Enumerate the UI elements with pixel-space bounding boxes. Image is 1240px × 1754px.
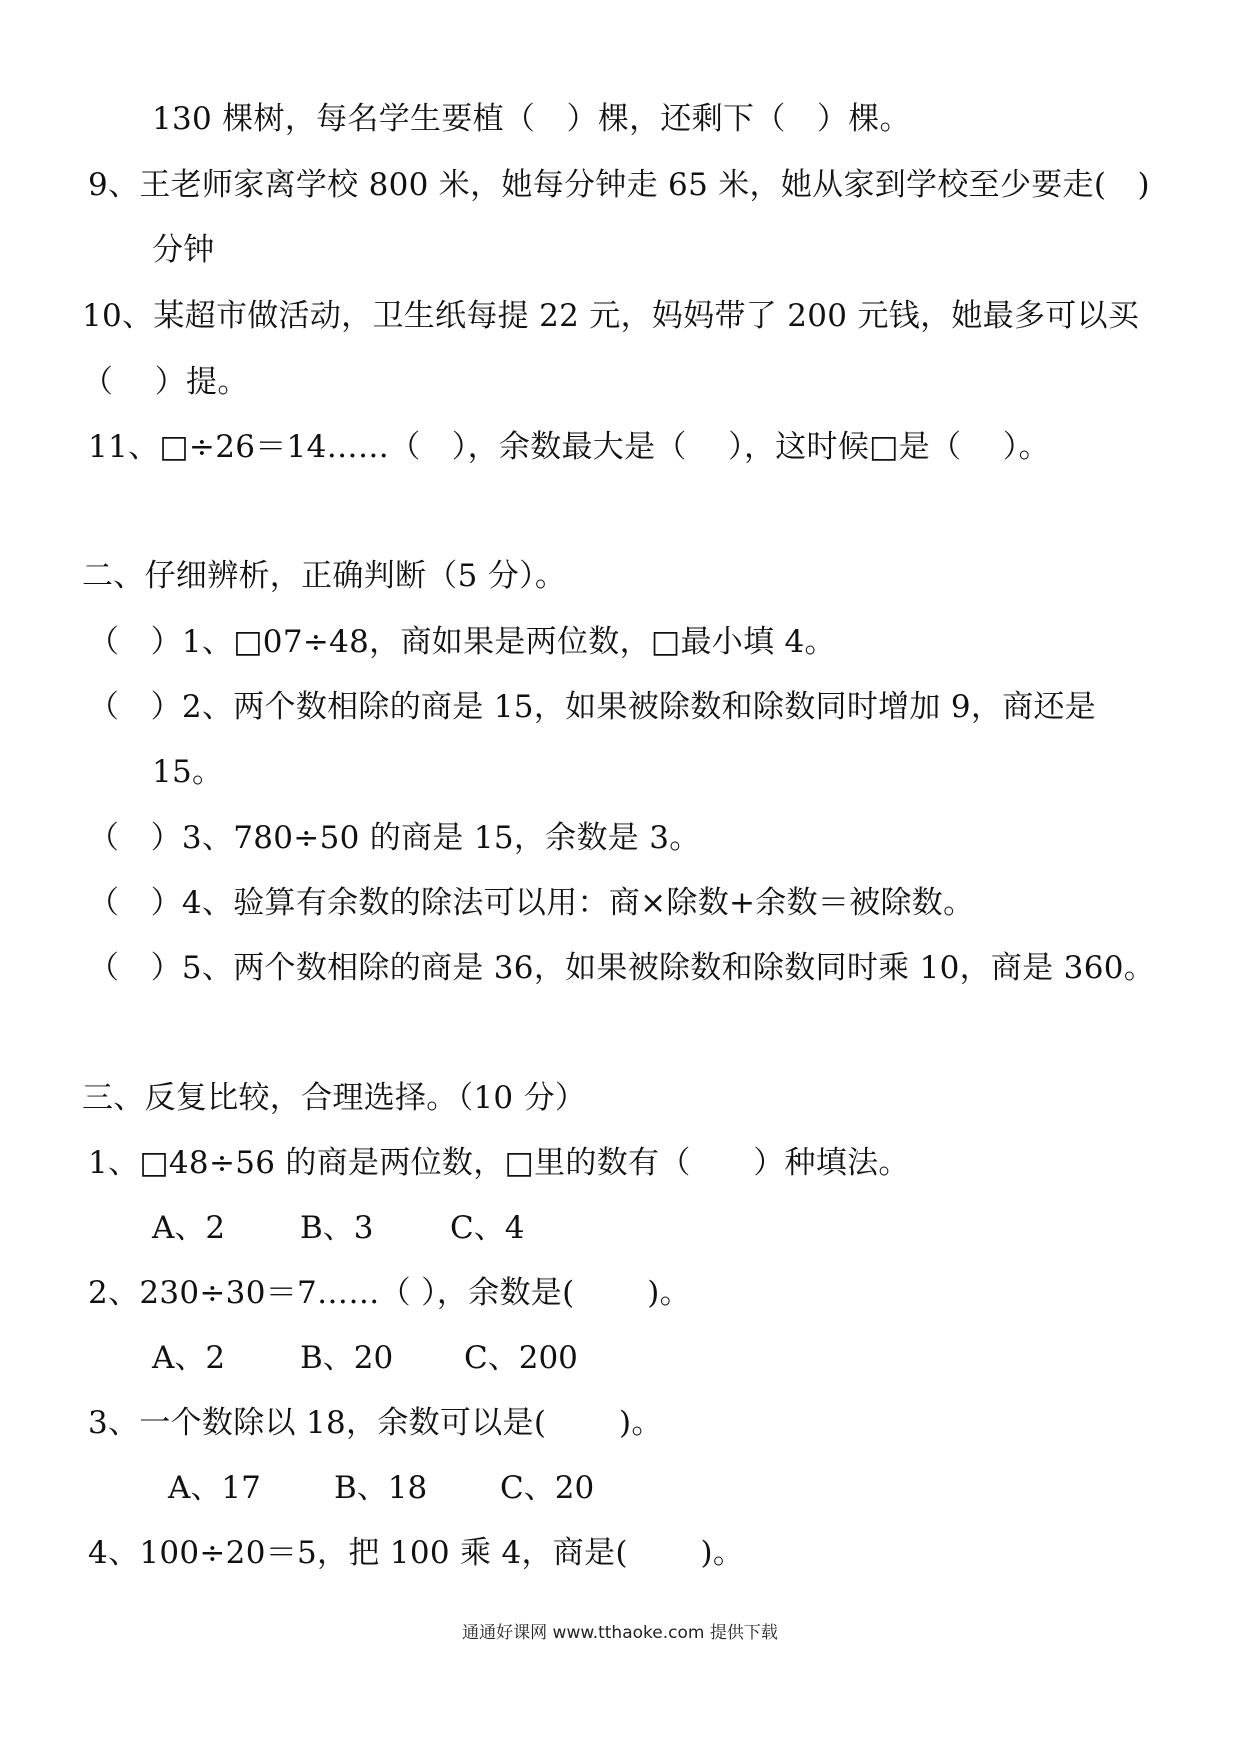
choice-2-option-b: B、20 [300, 1340, 394, 1376]
question-11: 11、□÷26＝14……（ ），余数最大是（ ），这时候□是（ ）。 [88, 429, 1050, 465]
choice-1-option-b: B、3 [300, 1210, 374, 1246]
question-10-line1: 10、某超市做活动，卫生纸每提 22 元，妈妈带了 200 元钱，她最多可以买 [82, 298, 1140, 334]
footer-source: 通通好课网 www.tthaoke.com 提供下载 [462, 1623, 778, 1643]
choice-question-3: 3、一个数除以 18，余数可以是( )。 [88, 1405, 663, 1441]
choice-question-2: 2、230÷30＝7……（ ），余数是( )。 [88, 1275, 691, 1311]
judge-item-4: （ ）4、验算有余数的除法可以用：商×除数+余数＝被除数。 [88, 885, 975, 921]
choice-2-option-a: A、2 [152, 1340, 226, 1376]
question-9-line1: 9、王老师家离学校 800 米，她每分钟走 65 米，她从家到学校至少要走( ) [88, 167, 1150, 203]
judge-item-2-line2: 15。 [152, 754, 224, 790]
judge-item-3: （ ）3、780÷50 的商是 15，余数是 3。 [88, 820, 701, 856]
choice-3-option-c: C、20 [500, 1470, 595, 1506]
judge-item-1: （ ）1、□07÷48，商如果是两位数，□最小填 4。 [88, 624, 836, 660]
judge-item-5: （ ）5、两个数相除的商是 36，如果被除数和除数同时乘 10，商是 360。 [88, 950, 1156, 986]
judge-item-2-line1: （ ）2、两个数相除的商是 15，如果被除数和除数同时增加 9，商还是 [88, 689, 1097, 725]
section-2-heading: 二、仔细辨析，正确判断（5 分）。 [82, 558, 567, 594]
choice-3-option-a: A、17 [168, 1470, 261, 1506]
question-8-continuation: 130 棵树，每名学生要植（ ）棵，还剩下（ ）棵。 [152, 101, 911, 137]
question-9-line2: 分钟 [152, 232, 215, 268]
choice-1-option-a: A、2 [152, 1210, 226, 1246]
choice-question-1: 1、□48÷56 的商是两位数，□里的数有（ ）种填法。 [88, 1145, 910, 1181]
choice-1-option-c: C、4 [450, 1210, 525, 1246]
section-3-heading: 三、反复比较，合理选择。（10 分） [82, 1080, 587, 1116]
choice-2-option-c: C、200 [464, 1340, 578, 1376]
question-10-line2: （ ）提。 [82, 364, 249, 400]
choice-3-option-b: B、18 [334, 1470, 428, 1506]
choice-question-4: 4、100÷20＝5，把 100 乘 4，商是( )。 [88, 1535, 745, 1571]
